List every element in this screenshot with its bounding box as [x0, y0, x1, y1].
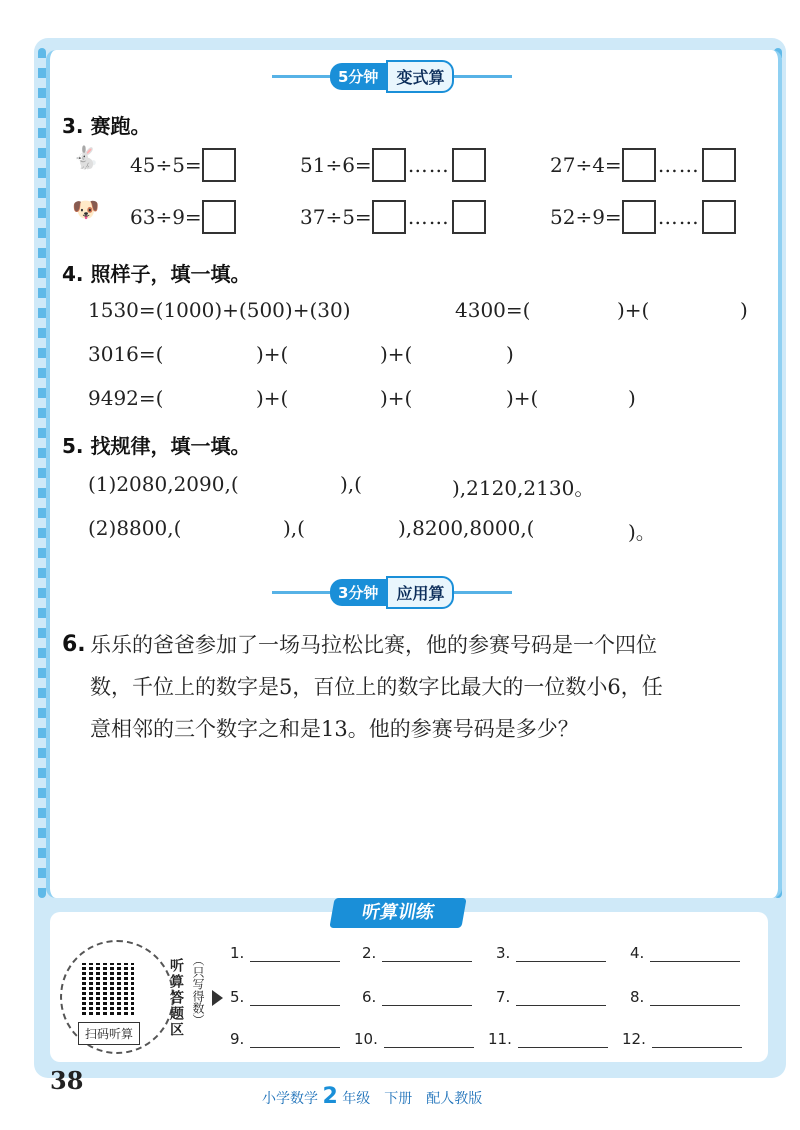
header-line-left: [272, 591, 330, 594]
question-4-title: 4. 照样子，填一填。: [62, 262, 251, 286]
remainder-dots: ……: [407, 205, 450, 229]
book-subject: 小学数学: [262, 1091, 318, 1107]
blank-open: 4300=(: [455, 298, 531, 322]
blank-plus: )+(: [380, 342, 413, 366]
answer-slot[interactable]: [362, 988, 472, 1006]
answer-slot[interactable]: [496, 944, 606, 962]
division-item: [300, 200, 486, 234]
answer-line[interactable]: [384, 1033, 474, 1048]
answer-number: 4.: [630, 944, 645, 962]
answer-slot[interactable]: [622, 1030, 742, 1048]
blank-close: ): [628, 386, 636, 410]
quotient-box[interactable]: [622, 148, 656, 182]
answer-line[interactable]: [652, 1033, 742, 1048]
book-footer: [252, 1084, 492, 1109]
blank-plus: )+(: [380, 386, 413, 410]
answer-note: （只写得数）: [191, 954, 205, 1026]
blank-open: 9492=(: [88, 386, 164, 410]
division-item: [130, 148, 236, 182]
answer-slot[interactable]: [230, 944, 340, 962]
remainder-dots: ……: [407, 153, 450, 177]
division-expression: 45÷5=: [130, 153, 202, 177]
blank-open: 3016=(: [88, 342, 164, 366]
answer-line[interactable]: [650, 947, 740, 962]
answer-line[interactable]: [650, 991, 740, 1006]
dog-icon: 🐶: [72, 198, 100, 223]
left-wave-border: [38, 48, 46, 898]
division-item: [550, 148, 736, 182]
header-line-left: [272, 75, 330, 78]
listening-title: 听算训练: [329, 898, 466, 928]
remainder-dots: ……: [657, 205, 700, 229]
section-name: 变式算: [386, 60, 454, 93]
division-expression: 27÷4=: [550, 153, 622, 177]
answer-number: 9.: [230, 1030, 245, 1048]
division-item: [130, 200, 236, 234]
answer-slot[interactable]: [496, 988, 606, 1006]
blank-close: ): [740, 298, 748, 322]
rabbit-icon: 🐇: [72, 146, 100, 171]
question-6-number: 6.: [62, 632, 86, 657]
answer-number: 3.: [496, 944, 511, 962]
book-edition: 年级 下册 配人教版: [342, 1091, 483, 1107]
answer-line[interactable]: [516, 947, 606, 962]
division-expression: 52÷9=: [550, 205, 622, 229]
answer-slot[interactable]: [488, 1030, 608, 1048]
answer-number: 10.: [354, 1030, 378, 1048]
book-grade: 2: [322, 1084, 338, 1109]
question-3-title: 3. 赛跑。: [62, 114, 151, 138]
page-number: 38: [50, 1066, 84, 1095]
division-expression: 63÷9=: [130, 205, 202, 229]
answer-number: 6.: [362, 988, 377, 1006]
answer-line[interactable]: [250, 991, 340, 1006]
division-expression: 51÷6=: [300, 153, 372, 177]
answer-slot[interactable]: [230, 988, 340, 1006]
section-time: 5分钟: [330, 63, 386, 90]
answer-line[interactable]: [382, 991, 472, 1006]
division-item: [300, 148, 486, 182]
answer-number: 7.: [496, 988, 511, 1006]
answer-slot[interactable]: [630, 988, 740, 1006]
answer-box[interactable]: [202, 148, 236, 182]
answer-number: 5.: [230, 988, 245, 1006]
answer-line[interactable]: [250, 947, 340, 962]
answer-number: 2.: [362, 944, 377, 962]
answer-line[interactable]: [516, 991, 606, 1006]
answer-slot[interactable]: [354, 1030, 474, 1048]
remainder-box[interactable]: [702, 200, 736, 234]
sequence-part-a: (1)2080,2090,(: [88, 472, 239, 496]
answer-line[interactable]: [250, 1033, 340, 1048]
qr-code-icon[interactable]: [82, 963, 134, 1015]
answer-area-label: 听算答题区: [168, 958, 184, 1038]
answer-slot[interactable]: [630, 944, 740, 962]
answer-box[interactable]: [202, 200, 236, 234]
sequence-part-a: ),2120,2130。: [452, 476, 595, 500]
sequence-part-a: ),(: [340, 472, 362, 496]
sequence-part-b: ),(: [283, 516, 305, 540]
remainder-box[interactable]: [452, 200, 486, 234]
blank-plus: )+(: [617, 298, 650, 322]
blank-plus: )+(: [506, 386, 539, 410]
remainder-dots: ……: [657, 153, 700, 177]
remainder-box[interactable]: [702, 148, 736, 182]
answer-line[interactable]: [518, 1033, 608, 1048]
quotient-box[interactable]: [372, 148, 406, 182]
quotient-box[interactable]: [372, 200, 406, 234]
answer-number: 8.: [630, 988, 645, 1006]
sequence-part-b: (2)8800,(: [88, 516, 182, 540]
division-item: [550, 200, 736, 234]
header-line-right: [454, 75, 512, 78]
question-5-title: 5. 找规律，填一填。: [62, 434, 251, 458]
answer-line[interactable]: [382, 947, 472, 962]
section-name: 应用算: [386, 576, 454, 609]
sequence-part-b: )。: [628, 520, 656, 544]
answer-number: 12.: [622, 1030, 646, 1048]
scan-listen-label[interactable]: 扫码听算: [78, 1022, 140, 1045]
word-problem-line: 乐乐的爸爸参加了一场马拉松比赛，他的参赛号码是一个四位: [90, 633, 657, 657]
sequence-part-b: ),8200,8000,(: [398, 516, 535, 540]
word-problem-line: 意相邻的三个数字之和是13。他的参赛号码是多少？: [90, 717, 579, 741]
quotient-box[interactable]: [622, 200, 656, 234]
blank-plus: )+(: [256, 386, 289, 410]
blank-plus: )+(: [256, 342, 289, 366]
section-header-variant: [272, 62, 512, 90]
answer-slot[interactable]: [230, 1030, 340, 1048]
example-decomposition: 1530=(1000)+(500)+(30): [88, 298, 351, 322]
section-header-application: [272, 578, 512, 606]
answer-number: 1.: [230, 944, 245, 962]
blank-close: ): [506, 342, 514, 366]
answer-slot[interactable]: [362, 944, 472, 962]
answer-number: 11.: [488, 1030, 512, 1048]
word-problem-line: 数，千位上的数字是5，百位上的数字比最大的一位数小6，任: [90, 675, 663, 699]
header-line-right: [454, 591, 512, 594]
arrow-right-icon: [212, 990, 223, 1006]
division-expression: 37÷5=: [300, 205, 372, 229]
section-time: 3分钟: [330, 579, 386, 606]
remainder-box[interactable]: [452, 148, 486, 182]
